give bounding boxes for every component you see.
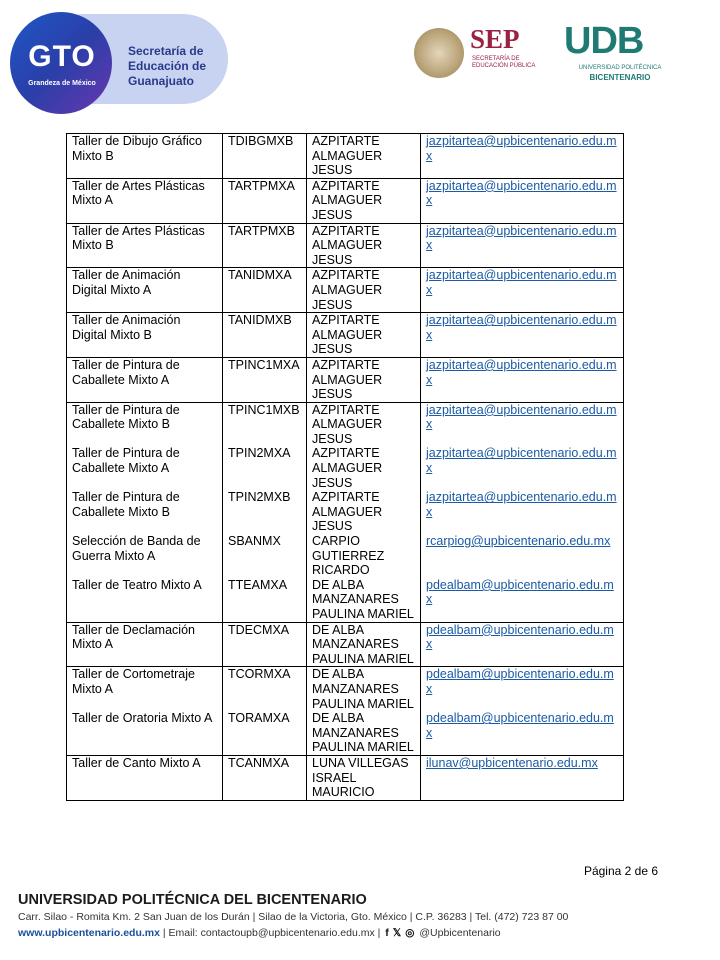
workshop-name-cell: Taller de Pintura de Caballete Mixto A [67, 357, 223, 402]
table-row [67, 357, 624, 402]
gto-logo-tagline: Grandeza de México [28, 80, 96, 87]
footer-title: UNIVERSIDAD POLITÉCNICA DEL BICENTENARIO [18, 892, 367, 908]
workshop-code-cell: TPINC1MXB [223, 402, 307, 446]
footer-contact-line [18, 927, 501, 939]
workshop-name-cell: Taller de Pintura de Caballete Mixto B [67, 490, 223, 534]
teacher-name-cell: DE ALBA MANZANARES PAULINA MARIEL [307, 578, 421, 622]
teacher-email-cell [421, 446, 624, 490]
teacher-name-cell: DE ALBA MANZANARES PAULINA MARIEL [307, 667, 421, 711]
email-link[interactable]: jazpitartea@upbicentenario.edu.mx [426, 178, 617, 208]
sep-subtitle: SECRETARÍA DE EDUCACIÓN PÚBLICA [472, 56, 536, 69]
table-row [67, 755, 624, 800]
teacher-email-cell [421, 490, 624, 534]
workshop-code-cell: TTEAMXA [223, 578, 307, 622]
email-link[interactable]: pdealbam@upbicentenario.edu.mx [426, 711, 614, 740]
teacher-name-cell: AZPITARTE ALMAGUER JESUS [307, 223, 421, 268]
page-number: Página 2 de 6 [583, 864, 658, 878]
workshop-code-cell: TARTPMXB [223, 223, 307, 268]
workshop-code-cell: TCORMXA [223, 667, 307, 711]
teacher-email-cell [421, 622, 624, 667]
workshop-code-cell: TORAMXA [223, 711, 307, 755]
email-link[interactable]: ilunav@upbicentenario.edu.mx [426, 755, 598, 770]
workshop-name-cell: Selección de Banda de Guerra Mixto A [67, 534, 223, 578]
teacher-email-cell [421, 667, 624, 711]
workshop-name-cell: Taller de Declamación Mixto A [67, 622, 223, 667]
workshop-name-cell: Taller de Artes Plásticas Mixto A [67, 178, 223, 223]
workshop-code-cell: TANIDMXA [223, 268, 307, 313]
mexico-emblem-icon [414, 28, 464, 78]
table-row [67, 667, 624, 711]
workshop-name-cell: Taller de Teatro Mixto A [67, 578, 223, 622]
workshop-name-cell: Taller de Artes Plásticas Mixto B [67, 223, 223, 268]
teacher-name-cell: DE ALBA MANZANARES PAULINA MARIEL [307, 622, 421, 667]
table-row [67, 134, 624, 179]
teacher-name-cell: CARPIO GUTIERREZ RICARDO [307, 534, 421, 578]
teacher-email-cell [421, 313, 624, 358]
workshop-code-cell: TCANMXA [223, 755, 307, 800]
workshop-name-cell: Taller de Pintura de Caballete Mixto A [67, 446, 223, 490]
email-link[interactable]: jazpitartea@upbicentenario.edu.mx [426, 313, 617, 342]
table-row [67, 711, 624, 755]
email-link[interactable]: pdealbam@upbicentenario.edu.mx [426, 577, 614, 607]
workshop-code-cell: TDIBGMXB [223, 134, 307, 179]
teacher-name-cell: AZPITARTE ALMAGUER JESUS [307, 134, 421, 179]
gto-logo-letters: GTO [28, 40, 96, 73]
workshop-name-cell: Taller de Canto Mixto A [67, 755, 223, 800]
instagram-icon[interactable]: ◎ [405, 927, 415, 939]
workshop-name-cell: Taller de Oratoria Mixto A [67, 711, 223, 755]
teacher-email-cell [421, 134, 624, 179]
teacher-email-cell [421, 402, 624, 446]
table-row [67, 490, 624, 534]
teacher-email-cell [421, 178, 624, 223]
table-row [67, 402, 624, 446]
udb-logo [562, 20, 678, 80]
facebook-icon[interactable]: f [385, 927, 389, 939]
workshop-code-cell: TDECMXA [223, 622, 307, 667]
email-link[interactable]: jazpitartea@upbicentenario.edu.mx [426, 223, 617, 253]
footer-website-link[interactable]: www.upbicentenario.edu.mx [18, 927, 160, 939]
teacher-name-cell: AZPITARTE ALMAGUER JESUS [307, 446, 421, 490]
udb-logo-subtitle: UNIVERSIDAD POLITÉCNICA [578, 65, 662, 71]
workshop-code-cell: SBANMX [223, 534, 307, 578]
teacher-name-cell: AZPITARTE ALMAGUER JESUS [307, 268, 421, 313]
footer-social-handle: @Upbicentenario [419, 927, 501, 939]
workshop-name-cell: Taller de Cortometraje Mixto A [67, 667, 223, 711]
table-row [67, 268, 624, 313]
table-row [67, 446, 624, 490]
email-link[interactable]: rcarpiog@upbicentenario.edu.mx [426, 534, 611, 549]
email-link[interactable]: pdealbam@upbicentenario.edu.mx [426, 667, 614, 696]
teacher-email-cell [421, 268, 624, 313]
workshops-table [66, 133, 623, 801]
footer-address: Carr. Silao - Romita Km. 2 San Juan de los Durán | Silao de la Victoria, Gto. México | C.P. 36283 | Tel. (472) 723 87 00 [18, 911, 569, 923]
email-link[interactable]: jazpitartea@upbicentenario.edu.mx [426, 357, 617, 387]
teacher-email-cell [421, 534, 624, 578]
workshop-name-cell: Taller de Pintura de Caballete Mixto B [67, 402, 223, 446]
workshop-code-cell: TPIN2MXB [223, 490, 307, 534]
teacher-email-cell [421, 223, 624, 268]
teacher-email-cell [421, 755, 624, 800]
teacher-name-cell: AZPITARTE ALMAGUER JESUS [307, 313, 421, 358]
workshop-name-cell: Taller de Dibujo Gráfico Mixto B [67, 134, 223, 179]
teacher-email-cell [421, 578, 624, 622]
email-link[interactable]: pdealbam@upbicentenario.edu.mx [426, 622, 614, 652]
teacher-name-cell: LUNA VILLEGAS ISRAEL MAURICIO [307, 755, 421, 800]
sep-title: SEP [470, 24, 520, 54]
email-link[interactable]: jazpitartea@upbicentenario.edu.mx [426, 446, 617, 476]
workshop-code-cell: TARTPMXA [223, 178, 307, 223]
table-row [67, 223, 624, 268]
workshop-name-cell: Taller de Animación Digital Mixto A [67, 268, 223, 313]
teacher-name-cell: DE ALBA MANZANARES PAULINA MARIEL [307, 711, 421, 755]
footer-email: | Email: contactoupb@upbicentenario.edu.mx | [159, 927, 384, 939]
table-row [67, 578, 624, 622]
table-row [67, 178, 624, 223]
workshop-code-cell: TPINC1MXA [223, 357, 307, 402]
workshop-name-cell: Taller de Animación Digital Mixto B [67, 313, 223, 358]
table-row [67, 313, 624, 358]
workshop-code-cell: TPIN2MXA [223, 446, 307, 490]
teacher-email-cell [421, 711, 624, 755]
email-link[interactable]: jazpitartea@upbicentenario.edu.mx [426, 134, 617, 163]
table-row [67, 622, 624, 667]
teacher-name-cell: AZPITARTE ALMAGUER JESUS [307, 402, 421, 446]
workshop-code-cell: TANIDMXB [223, 313, 307, 358]
teacher-name-cell: AZPITARTE ALMAGUER JESUS [307, 357, 421, 402]
email-link[interactable]: jazpitartea@upbicentenario.edu.mx [426, 268, 617, 297]
udb-logo-mark: UDB [564, 20, 644, 62]
teacher-email-cell [421, 357, 624, 402]
email-link[interactable]: jazpitartea@upbicentenario.edu.mx [426, 402, 617, 432]
udb-logo-subtitle-2: BICENTENARIO [589, 73, 651, 82]
table-row [67, 534, 624, 578]
teacher-name-cell: AZPITARTE ALMAGUER JESUS [307, 490, 421, 534]
twitter-icon[interactable]: 𝕏 [392, 927, 402, 939]
email-link[interactable]: jazpitartea@upbicentenario.edu.mx [426, 490, 617, 519]
teacher-name-cell: AZPITARTE ALMAGUER JESUS [307, 178, 421, 223]
gto-organization-name: Secretaría de Educación de Guanajuato [128, 44, 207, 88]
